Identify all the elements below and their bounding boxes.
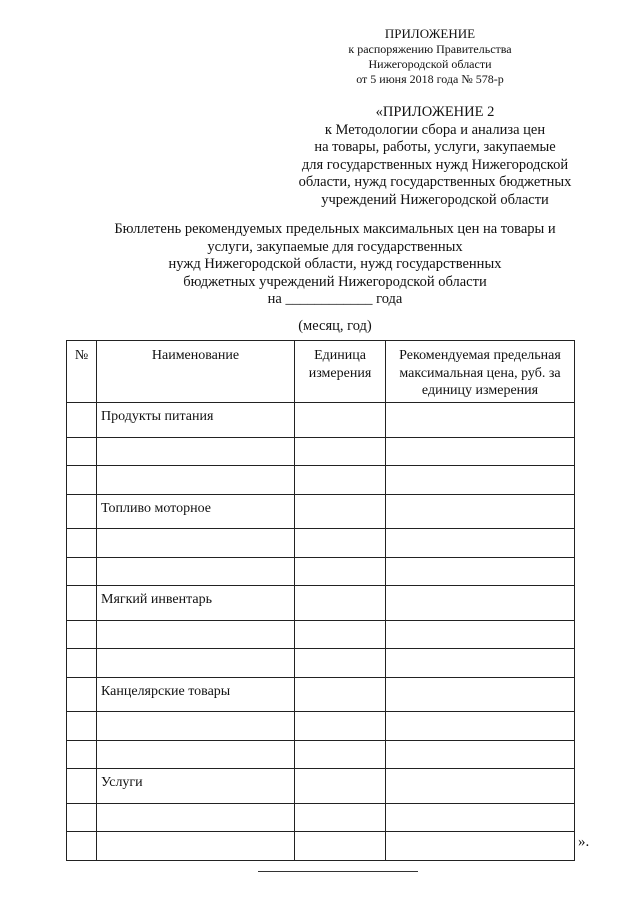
cell bbox=[386, 557, 575, 586]
cell bbox=[67, 466, 97, 495]
cell bbox=[97, 740, 295, 769]
table-row bbox=[67, 803, 575, 832]
cell bbox=[67, 712, 97, 741]
appendix-line-2: к распоряжению Правительства bbox=[348, 42, 512, 56]
cell bbox=[386, 620, 575, 649]
cell bbox=[97, 529, 295, 558]
cell bbox=[386, 740, 575, 769]
category-services: Услуги bbox=[97, 769, 295, 804]
header-name: Наименование bbox=[97, 341, 295, 403]
cell bbox=[67, 740, 97, 769]
separator-line bbox=[258, 871, 418, 872]
cell bbox=[67, 649, 97, 678]
closing-quote: ». bbox=[578, 834, 590, 850]
cell bbox=[67, 529, 97, 558]
cell bbox=[97, 620, 295, 649]
title-line-2: услуги, закупаемые для государственных bbox=[207, 238, 463, 255]
cell bbox=[386, 403, 575, 438]
cell bbox=[386, 586, 575, 621]
cell bbox=[295, 740, 386, 769]
cell bbox=[386, 832, 575, 861]
cell bbox=[97, 803, 295, 832]
header-unit: Единица измерения bbox=[295, 341, 386, 403]
cell bbox=[295, 586, 386, 621]
cell bbox=[67, 403, 97, 438]
cell bbox=[386, 712, 575, 741]
cell bbox=[67, 437, 97, 466]
cell bbox=[67, 557, 97, 586]
cell bbox=[295, 832, 386, 861]
cell bbox=[97, 832, 295, 861]
cell bbox=[67, 677, 97, 712]
cell bbox=[67, 769, 97, 804]
cell bbox=[97, 649, 295, 678]
table-row bbox=[67, 769, 575, 804]
cell bbox=[67, 586, 97, 621]
cell bbox=[295, 712, 386, 741]
cell bbox=[67, 494, 97, 529]
table-row bbox=[67, 494, 575, 529]
cell bbox=[386, 769, 575, 804]
title-line-1: Бюллетень рекомендуемых предельных максимальных цен на товары и bbox=[114, 221, 556, 237]
cell bbox=[97, 557, 295, 586]
appendix-title: ПРИЛОЖЕНИЕ bbox=[384, 26, 476, 41]
cell bbox=[386, 649, 575, 678]
cell bbox=[295, 803, 386, 832]
cell bbox=[386, 677, 575, 712]
cell bbox=[295, 466, 386, 495]
cell bbox=[295, 677, 386, 712]
month-year-label: (месяц, год) bbox=[298, 318, 372, 334]
cell bbox=[295, 649, 386, 678]
cell bbox=[295, 620, 386, 649]
appendix2-line-5: области, нужд государственных бюджетных bbox=[298, 174, 572, 190]
cell bbox=[386, 466, 575, 495]
cell bbox=[97, 712, 295, 741]
header-appendix bbox=[300, 26, 560, 87]
cell bbox=[97, 437, 295, 466]
cell bbox=[386, 494, 575, 529]
table-row bbox=[67, 529, 575, 558]
table-row bbox=[67, 557, 575, 586]
title-line-4: бюджетных учреждений Нижегородской области bbox=[183, 273, 487, 290]
table-row bbox=[67, 649, 575, 678]
appendix2-line-3: на товары, работы, услуги, закупаемые bbox=[314, 139, 556, 155]
cell bbox=[97, 466, 295, 495]
appendix-line-3: Нижегородской области bbox=[368, 57, 492, 71]
appendix2-line-6: учреждений Нижегородской области bbox=[321, 191, 549, 208]
appendix-line-4: от 5 июня 2018 года № 578-р bbox=[356, 72, 504, 86]
appendix2-line-2: к Методологии сбора и анализа цен bbox=[324, 121, 546, 138]
bulletin-title bbox=[90, 221, 580, 309]
category-stationery: Канцелярские товары bbox=[97, 677, 295, 712]
title-line-5: на ____________ года bbox=[267, 291, 403, 307]
category-food: Продукты питания bbox=[97, 403, 295, 438]
cell bbox=[67, 620, 97, 649]
appendix2-line-4: для государственных нужд Нижегородской bbox=[301, 156, 569, 173]
table-row bbox=[67, 437, 575, 466]
cell bbox=[295, 403, 386, 438]
table-row bbox=[67, 620, 575, 649]
cell bbox=[295, 769, 386, 804]
cell bbox=[295, 437, 386, 466]
cell bbox=[386, 803, 575, 832]
appendix2-line-1: «ПРИЛОЖЕНИЕ 2 bbox=[375, 104, 495, 120]
header-number: № bbox=[67, 341, 97, 403]
title-line-3: нужд Нижегородской области, нужд государственных bbox=[168, 256, 502, 272]
price-bulletin-table bbox=[66, 340, 575, 861]
table-row bbox=[67, 677, 575, 712]
table-row bbox=[67, 740, 575, 769]
cell bbox=[67, 832, 97, 861]
cell bbox=[67, 803, 97, 832]
table-row bbox=[67, 832, 575, 861]
cell bbox=[295, 494, 386, 529]
header-appendix-2 bbox=[280, 104, 590, 209]
cell bbox=[386, 529, 575, 558]
cell bbox=[295, 557, 386, 586]
header-price: Рекомендуемая предельная максимальная цена, руб. за единицу измерения bbox=[386, 341, 575, 403]
table-row bbox=[67, 712, 575, 741]
cell bbox=[386, 437, 575, 466]
table-row bbox=[67, 586, 575, 621]
category-fuel: Топливо моторное bbox=[97, 494, 295, 529]
table-header-row bbox=[67, 341, 575, 403]
category-soft-goods: Мягкий инвентарь bbox=[97, 586, 295, 621]
cell bbox=[295, 529, 386, 558]
table-row bbox=[67, 403, 575, 438]
table-row bbox=[67, 466, 575, 495]
